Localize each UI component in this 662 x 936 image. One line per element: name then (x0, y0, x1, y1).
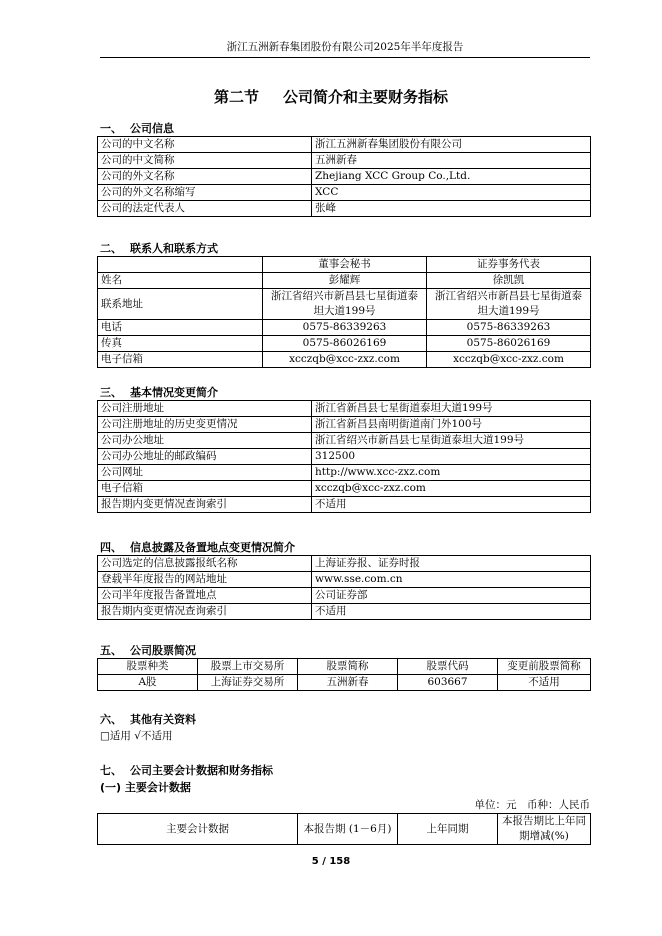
table-row: 公司选定的信息披露报纸名称 上海证券报、证券时报 (98, 556, 591, 572)
company-info-table (97, 136, 591, 217)
table-row: 报告期内变更情况查询索引 不适用 (98, 604, 591, 620)
table-row: 联系地址 浙江省绍兴市新昌县七星街道泰坦大道199号 浙江省绍兴市新昌县七星街道泰坦大道199号 (98, 289, 591, 320)
table-row: 公司的外文名称缩写 XCC (98, 185, 591, 201)
table-row: 电子信箱 xcczqb@xcc-zxz.com (98, 481, 591, 497)
table-row: 姓名 彭耀辉 徐凯凯 (98, 273, 591, 289)
table-header-row: 主要会计数据 本报告期 (1－6月) 上年同期 本报告期比上年同期增减(%) (98, 814, 591, 845)
table-row: 传真 0575-86026169 0575-86026169 (98, 336, 591, 352)
basic-info-table (97, 400, 591, 513)
accounting-data-table (97, 813, 591, 845)
table-row: 公司办公地址 浙江省绍兴市新昌县七星街道泰坦大道199号 (98, 433, 591, 449)
table-row: 报告期内变更情况查询索引 不适用 (98, 497, 591, 513)
report-header: 浙江五洲新春集团股份有限公司2025年半年度报告 (100, 40, 590, 58)
disclosure-table (97, 555, 591, 620)
section-number: 第二节 (213, 88, 259, 106)
table-header-row: 股票种类 股票上市交易所 股票简称 股票代码 变更前股票简称 (98, 659, 591, 675)
section-heading-2: 二、 联系人和联系方式 (100, 242, 218, 255)
stock-table (97, 658, 591, 691)
table-row: 公司注册地址的历史变更情况 浙江省新昌县南明街道南门外100号 (98, 417, 591, 433)
table-row: 公司注册地址 浙江省新昌县七星街道泰坦大道199号 (98, 401, 591, 417)
section-heading-6: 六、 其他有关资料 (100, 713, 196, 726)
table-row: 电子信箱 xcczqb@xcc-zxz.com xcczqb@xcc-zxz.com (98, 352, 591, 368)
table-row: 公司网址 http://www.xcc-zxz.com (98, 465, 591, 481)
contact-table (97, 256, 591, 368)
subsection-heading: (一) 主要会计数据 (100, 781, 191, 794)
applicability-checks: □适用 √不适用 (100, 730, 173, 742)
table-row: 公司的外文名称 Zhejiang XCC Group Co.,Ltd. (98, 169, 591, 185)
section-heading-1: 一、 公司信息 (100, 122, 174, 135)
section-heading-5: 五、 公司股票简况 (100, 644, 196, 657)
table-row: 公司办公地址的邮政编码 312500 (98, 449, 591, 465)
table-row: 公司的中文名称 浙江五洲新春集团股份有限公司 (98, 137, 591, 153)
table-row: 公司的中文简称 五洲新春 (98, 153, 591, 169)
section-heading-4: 四、 信息披露及备置地点变更情况简介 (100, 541, 295, 554)
table-row: 登载半年度报告的网站地址 www.sse.com.cn (98, 572, 591, 588)
section-heading-3: 三、 基本情况变更简介 (100, 386, 218, 399)
table-header-row: 董事会秘书 证券事务代表 (98, 257, 591, 273)
page-title (0, 86, 662, 107)
table-row: A股 上海证券交易所 五洲新春 603667 不适用 (98, 675, 591, 691)
unit-note: 单位：元 币种：人民币 (474, 799, 590, 811)
table-row: 电话 0575-86339263 0575-86339263 (98, 320, 591, 336)
section-heading-7: 七、 公司主要会计数据和财务指标 (100, 764, 273, 777)
section-name: 公司简介和主要财务指标 (283, 88, 449, 106)
page-number: 5 / 158 (311, 856, 351, 867)
table-row: 公司半年度报告备置地点 公司证券部 (98, 588, 591, 604)
table-row: 公司的法定代表人 张峰 (98, 201, 591, 217)
